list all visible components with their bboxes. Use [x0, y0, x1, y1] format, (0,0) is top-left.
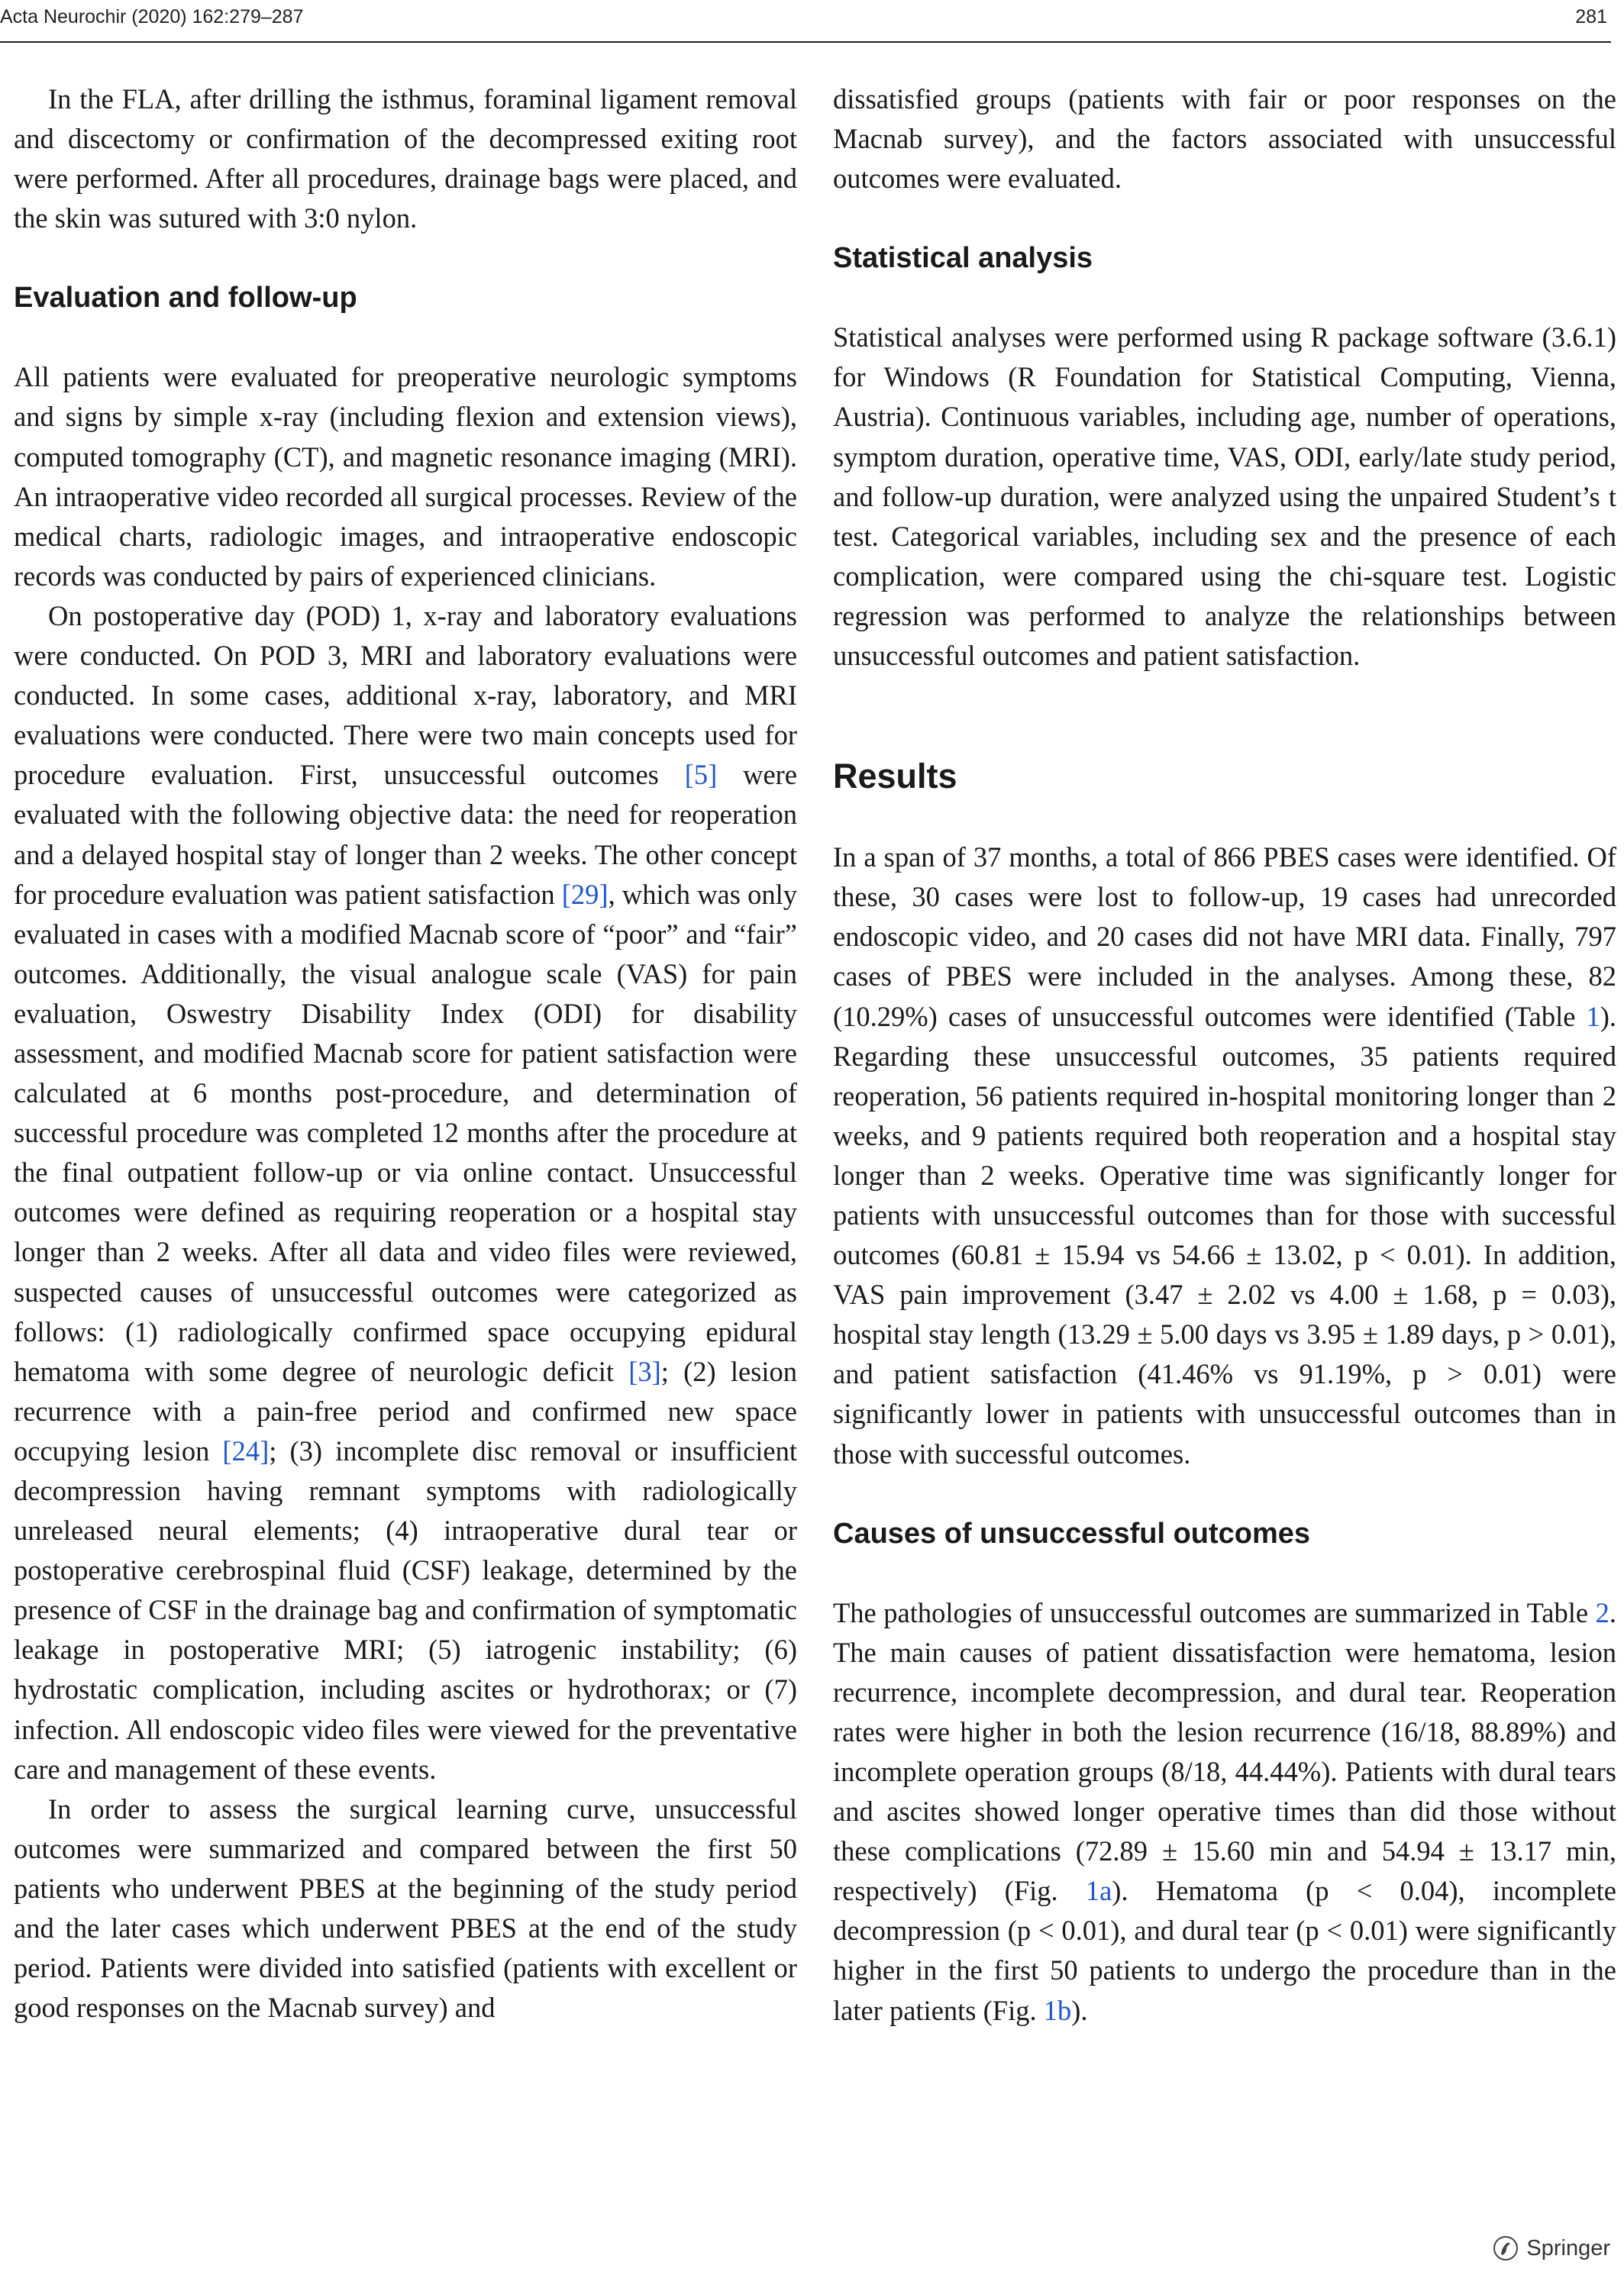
figure-link-1a[interactable]: 1a: [1085, 1875, 1112, 1907]
table-link-2[interactable]: 2: [1595, 1596, 1609, 1628]
heading-causes: Causes of unsuccessful outcomes: [833, 1517, 1311, 1550]
heading-results: Results: [833, 757, 957, 796]
heading-evaluation: Evaluation and follow-up: [14, 282, 357, 315]
citation-link-5[interactable]: [5]: [684, 759, 718, 791]
paragraph-causes: The pathologies of unsuccessful outcomes are summarized in Table 2. The main causes of patient dissatisfaction were hematoma, lesion recurrence, incomplete decompression, and dural tear. Reoperation rates were higher in both the lesion recurrence (16/18, 88.89%) and incomplete operation groups (8/18, 44.44%). Patients with dural tears and ascites showed longer operative times than did those without these complications (72.89 ± 15.60 min and 54.94 ± 13.17 min, respectively) (Fig. 1a). Hematoma (p < 0.04), incomplete decompression (p < 0.01), and dural tear (p < 0.01) were significantly higher in the first 50 patients to undergo the procedure than in the later patients (Fig. 1b).: [833, 1596, 1616, 2026]
paragraph-evaluation-2: On postoperative day (POD) 1, x-ray and laboratory evaluations were conducted. On POD 3, MRI and laboratory evaluations were conducted. In some cases, additional x-ray, laboratory, and MRI evaluations were conducted. There were two main concepts used for procedure evaluation. First, unsuccessful outcomes [5] were evaluated with the following objective data: the need for reoperation and a delayed hospital stay of longer than 2 weeks. The other concept for procedure evaluation was patient satisfaction [29], which was only evaluated in cases with a modified Macnab score of “poor” and “fair” outcomes. Additionally, the visual analogue scale (VAS) for pain evaluation, Oswestry Disability Index (ODI) for disability assessment, and modified Macnab score for patient satisfaction were calculated at 6 months post-procedure, and determination of successful procedure was completed 12 months after the procedure at the final outpatient follow-up or via online contact. Unsuccessful outcomes were defined as requiring reoperation or a hospital stay longer than 2 weeks. After all data and video files were reviewed, suspected causes of unsuccessful outcomes were categorized as follows: (1) radiologically confirmed space occupying epidural hematoma with some degree of neurologic deficit [3]; (2) lesion recurrence with a pain-free period and confirmed new space occupying lesion [24]; (3) incomplete disc removal or insufficient decompression having remnant symptoms with radiologically unreleased neural elements; (4) intraoperative dural tear or postoperative cerebrospinal fluid (CSF) leakage, determined by the presence of CSF in the drainage bag and confirmation of symptomatic leakage in postoperative MRI; (5) iatrogenic instability; (6) hydrostatic complication, including ascites or hydrothorax; or (7) infection. All endoscopic video files were viewed for the preventative care and management of these events.: [14, 599, 798, 1785]
paragraph-evaluation-3: In order to assess the surgical learning curve, unsuccessful outcomes were summarized and compared between the first 50 patients who underwent PBES at the beginning of the study period and the later cases which underwent PBES at the end of the study period. Patients were divided into satisfied (patients with excellent or good responses on the Macnab survey) and: [14, 1793, 797, 2024]
paragraph-statistics: Statistical analyses were performed using R package software (3.6.1) for Windows (R Foundation for Statistical Computing, Vienna, Austria). Continuous variables, including age, number of operations, symptom duration, operative time, VAS, ODI, early/late study period, and follow-up duration, were analyzed using the unpaired Student’s t test. Categorical variables, including sex and the presence of each complication, were compared using the chi-square test. Logistic regression was performed to analyze the relationships between unsuccessful outcomes and patient satisfaction.: [833, 321, 1616, 672]
paragraph-results: In a span of 37 months, a total of 866 PBES cases were identified. Of these, 30 cases were lost to follow-up, 19 cases had unrecorded endoscopic video, and 20 cases did not have MRI data. Finally, 797 cases of PBES were included in the analyses. Among these, 82 (10.29%) cases of unsuccessful outcomes were identified (Table 1). Regarding these unsuccessful outcomes, 35 patients required reoperation, 56 patients required in-hospital monitoring longer than 2 weeks, and 9 patients required both reoperation and a hospital stay longer than 2 weeks. Operative time was significantly longer for patients with unsuccessful outcomes than for those with successful outcomes (60.81 ± 15.94 vs 54.66 ± 13.02, p < 0.01). In addition, VAS pain improvement (3.47 ± 2.02 vs 4.00 ± 1.68, p = 0.03), hospital stay length (13.29 ± 5.00 days vs 3.95 ± 1.89 days, p > 0.01), and patient satisfaction (41.46% vs 91.19%, p > 0.01) were significantly lower in patients with unsuccessful outcomes than in those with successful outcomes.: [833, 841, 1616, 1470]
figure-link-1b[interactable]: 1b: [1043, 1994, 1072, 2026]
right-column: [833, 79, 1616, 2031]
citation-link-29[interactable]: [29]: [561, 878, 609, 910]
publisher-logo: [1493, 2235, 1610, 2261]
page-number: 281: [1575, 6, 1607, 27]
citation-link-3[interactable]: [3]: [628, 1355, 661, 1387]
paragraph-continued: dissatisfied groups (patients with fair or poor responses on the Macnab survey), and the factors associated with unsuccessful outcomes were evaluated.: [833, 83, 1616, 195]
running-head: [0, 0, 1624, 44]
journal-citation: Acta Neurochir (2020) 162:279–287: [0, 6, 304, 27]
citation-link-24[interactable]: [24]: [222, 1434, 270, 1467]
heading-statistical-analysis: Statistical analysis: [833, 242, 1093, 275]
paragraph-fla: In the FLA, after drilling the isthmus, foraminal ligament removal and discectomy or confirmation of the decompressed exiting root were performed. After all procedures, drainage bags were placed, and the skin was sutured with 3:0 nylon.: [14, 83, 797, 234]
header-rule: [0, 41, 1611, 43]
left-column: [14, 79, 797, 2028]
table-link-1[interactable]: 1: [1586, 1000, 1600, 1032]
springer-horse-icon: [1493, 2235, 1519, 2261]
publisher-name: Springer: [1526, 2235, 1610, 2260]
paragraph-evaluation-1: All patients were evaluated for preoperative neurologic symptoms and signs by simple x-ray (including flexion and extension views), computed tomography (CT), and magnetic resonance imaging (MRI). An intraoperative video recorded all surgical processes. Review of the medical charts, radiologic images, and intraoperative endoscopic records was conducted by pairs of experienced clinicians.: [14, 361, 797, 592]
